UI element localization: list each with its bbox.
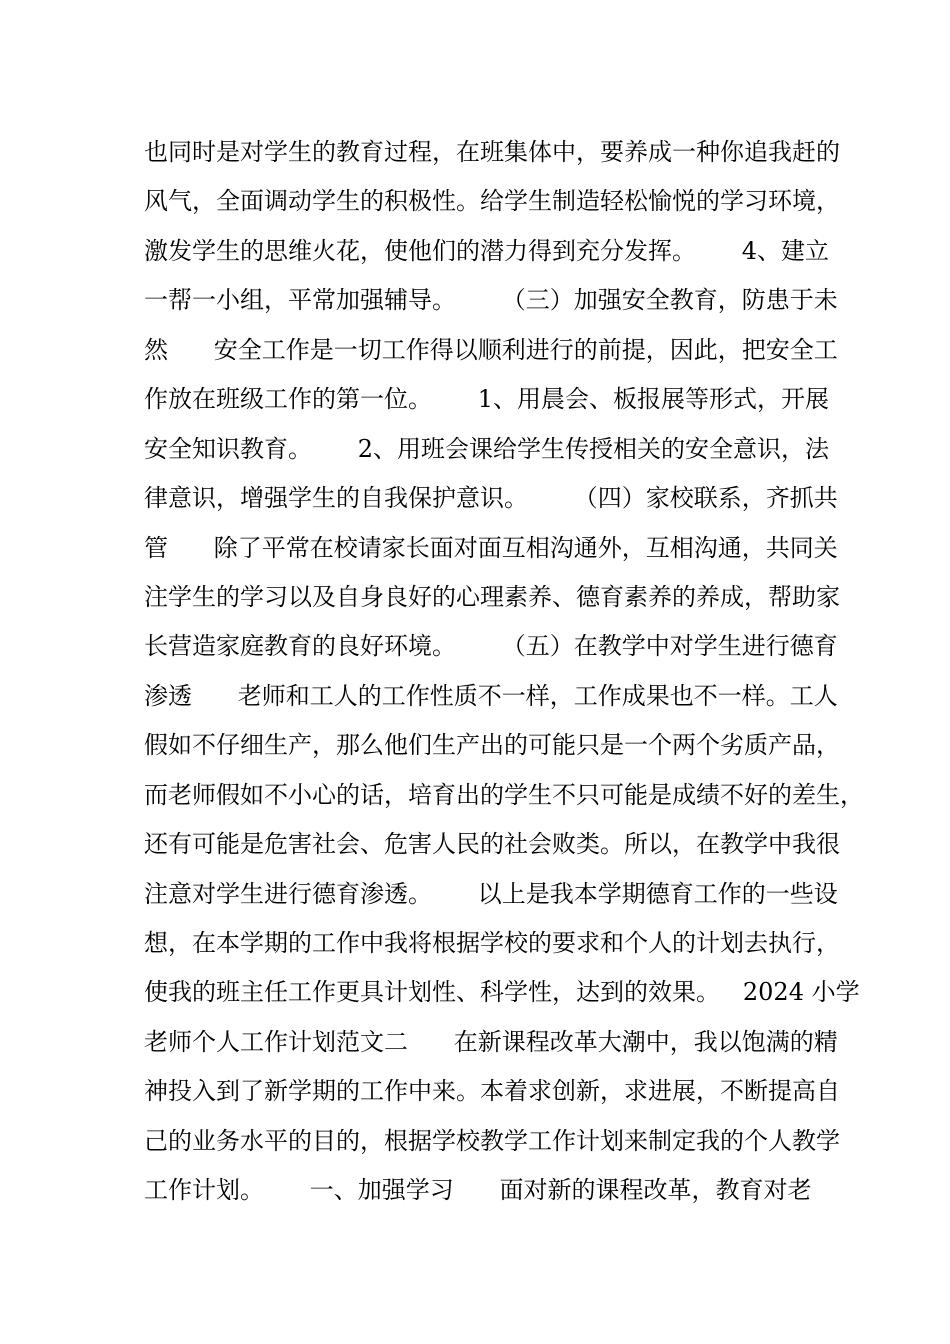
text-line-16: 注意对学生进行德育渗透。 以上是我本学期德育工作的一些设: [144, 879, 838, 908]
text-line-20: 神投入到了新学期的工作中来。本着求创新，求进展，不断提高自: [144, 1077, 840, 1106]
text-line-5: 然 安全工作是一切工作得以顺利进行的前提，因此，把安全工: [144, 335, 838, 364]
text-line-21: 己的业务水平的目的，根据学校教学工作计划来制定我的个人教学: [144, 1126, 840, 1155]
text-line-6: 作放在班级工作的第一位。 1、用晨会、板报展等形式，开展: [144, 385, 830, 414]
text-line-14: 而老师假如不小心的话，培育出的学生不只可能是成绩不好的差生，: [144, 780, 864, 809]
text-line-10: 注学生的学习以及自身良好的心理素养、德育素养的养成，帮助家: [144, 582, 840, 611]
text-line-3: 激发学生的思维火花，使他们的潜力得到充分发挥。 4、建立: [144, 236, 830, 265]
text-line-12: 渗透 老师和工人的工作性质不一样，工作成果也不一样。工人: [144, 681, 838, 710]
text-line-17: 想，在本学期的工作中我将根据学校的要求和个人的计划去执行，: [144, 929, 840, 957]
text-line-9: 管 除了平常在校请家长面对面互相沟通外，互相沟通，共同关: [144, 533, 838, 562]
text-line-13: 假如不仔细生产，那么他们生产出的可能只是一个两个劣质产品，: [144, 731, 840, 760]
text-line-2: 风气，全面调动学生的积极性。给学生制造轻松愉悦的学习环境，: [144, 187, 840, 216]
text-line-18: 使我的班主任工作更具计划性、科学性，达到的效果。 2024 小学: [144, 978, 860, 1007]
text-line-4: 一帮一小组，平常加强辅导。 （三）加强安全教育，防患于未: [144, 286, 838, 315]
text-line-19: 老师个人工作计划范文二 在新课程改革大潮中，我以饱满的精: [144, 1027, 838, 1056]
text-line-11: 长营造家庭教育的良好环境。 （五）在教学中对学生进行德育: [144, 632, 838, 661]
text-line-7: 安全知识教育。 2、用班会课给学生传授相关的安全意识，法: [144, 434, 830, 463]
text-line-22: 工作计划。 一、加强学习 面对新的课程改革，教育对老: [144, 1176, 812, 1205]
text-line-15: 还有可能是危害社会、危害人民的社会败类。所以，在教学中我很: [144, 830, 840, 859]
document-body: [144, 132, 864, 1220]
text-line-1: 也同时是对学生的教育过程，在班集体中，要养成一种你追我赶的: [144, 138, 840, 166]
text-line-8: 律意识，增强学生的自我保护意识。 （四）家校联系，齐抓共: [144, 484, 838, 513]
